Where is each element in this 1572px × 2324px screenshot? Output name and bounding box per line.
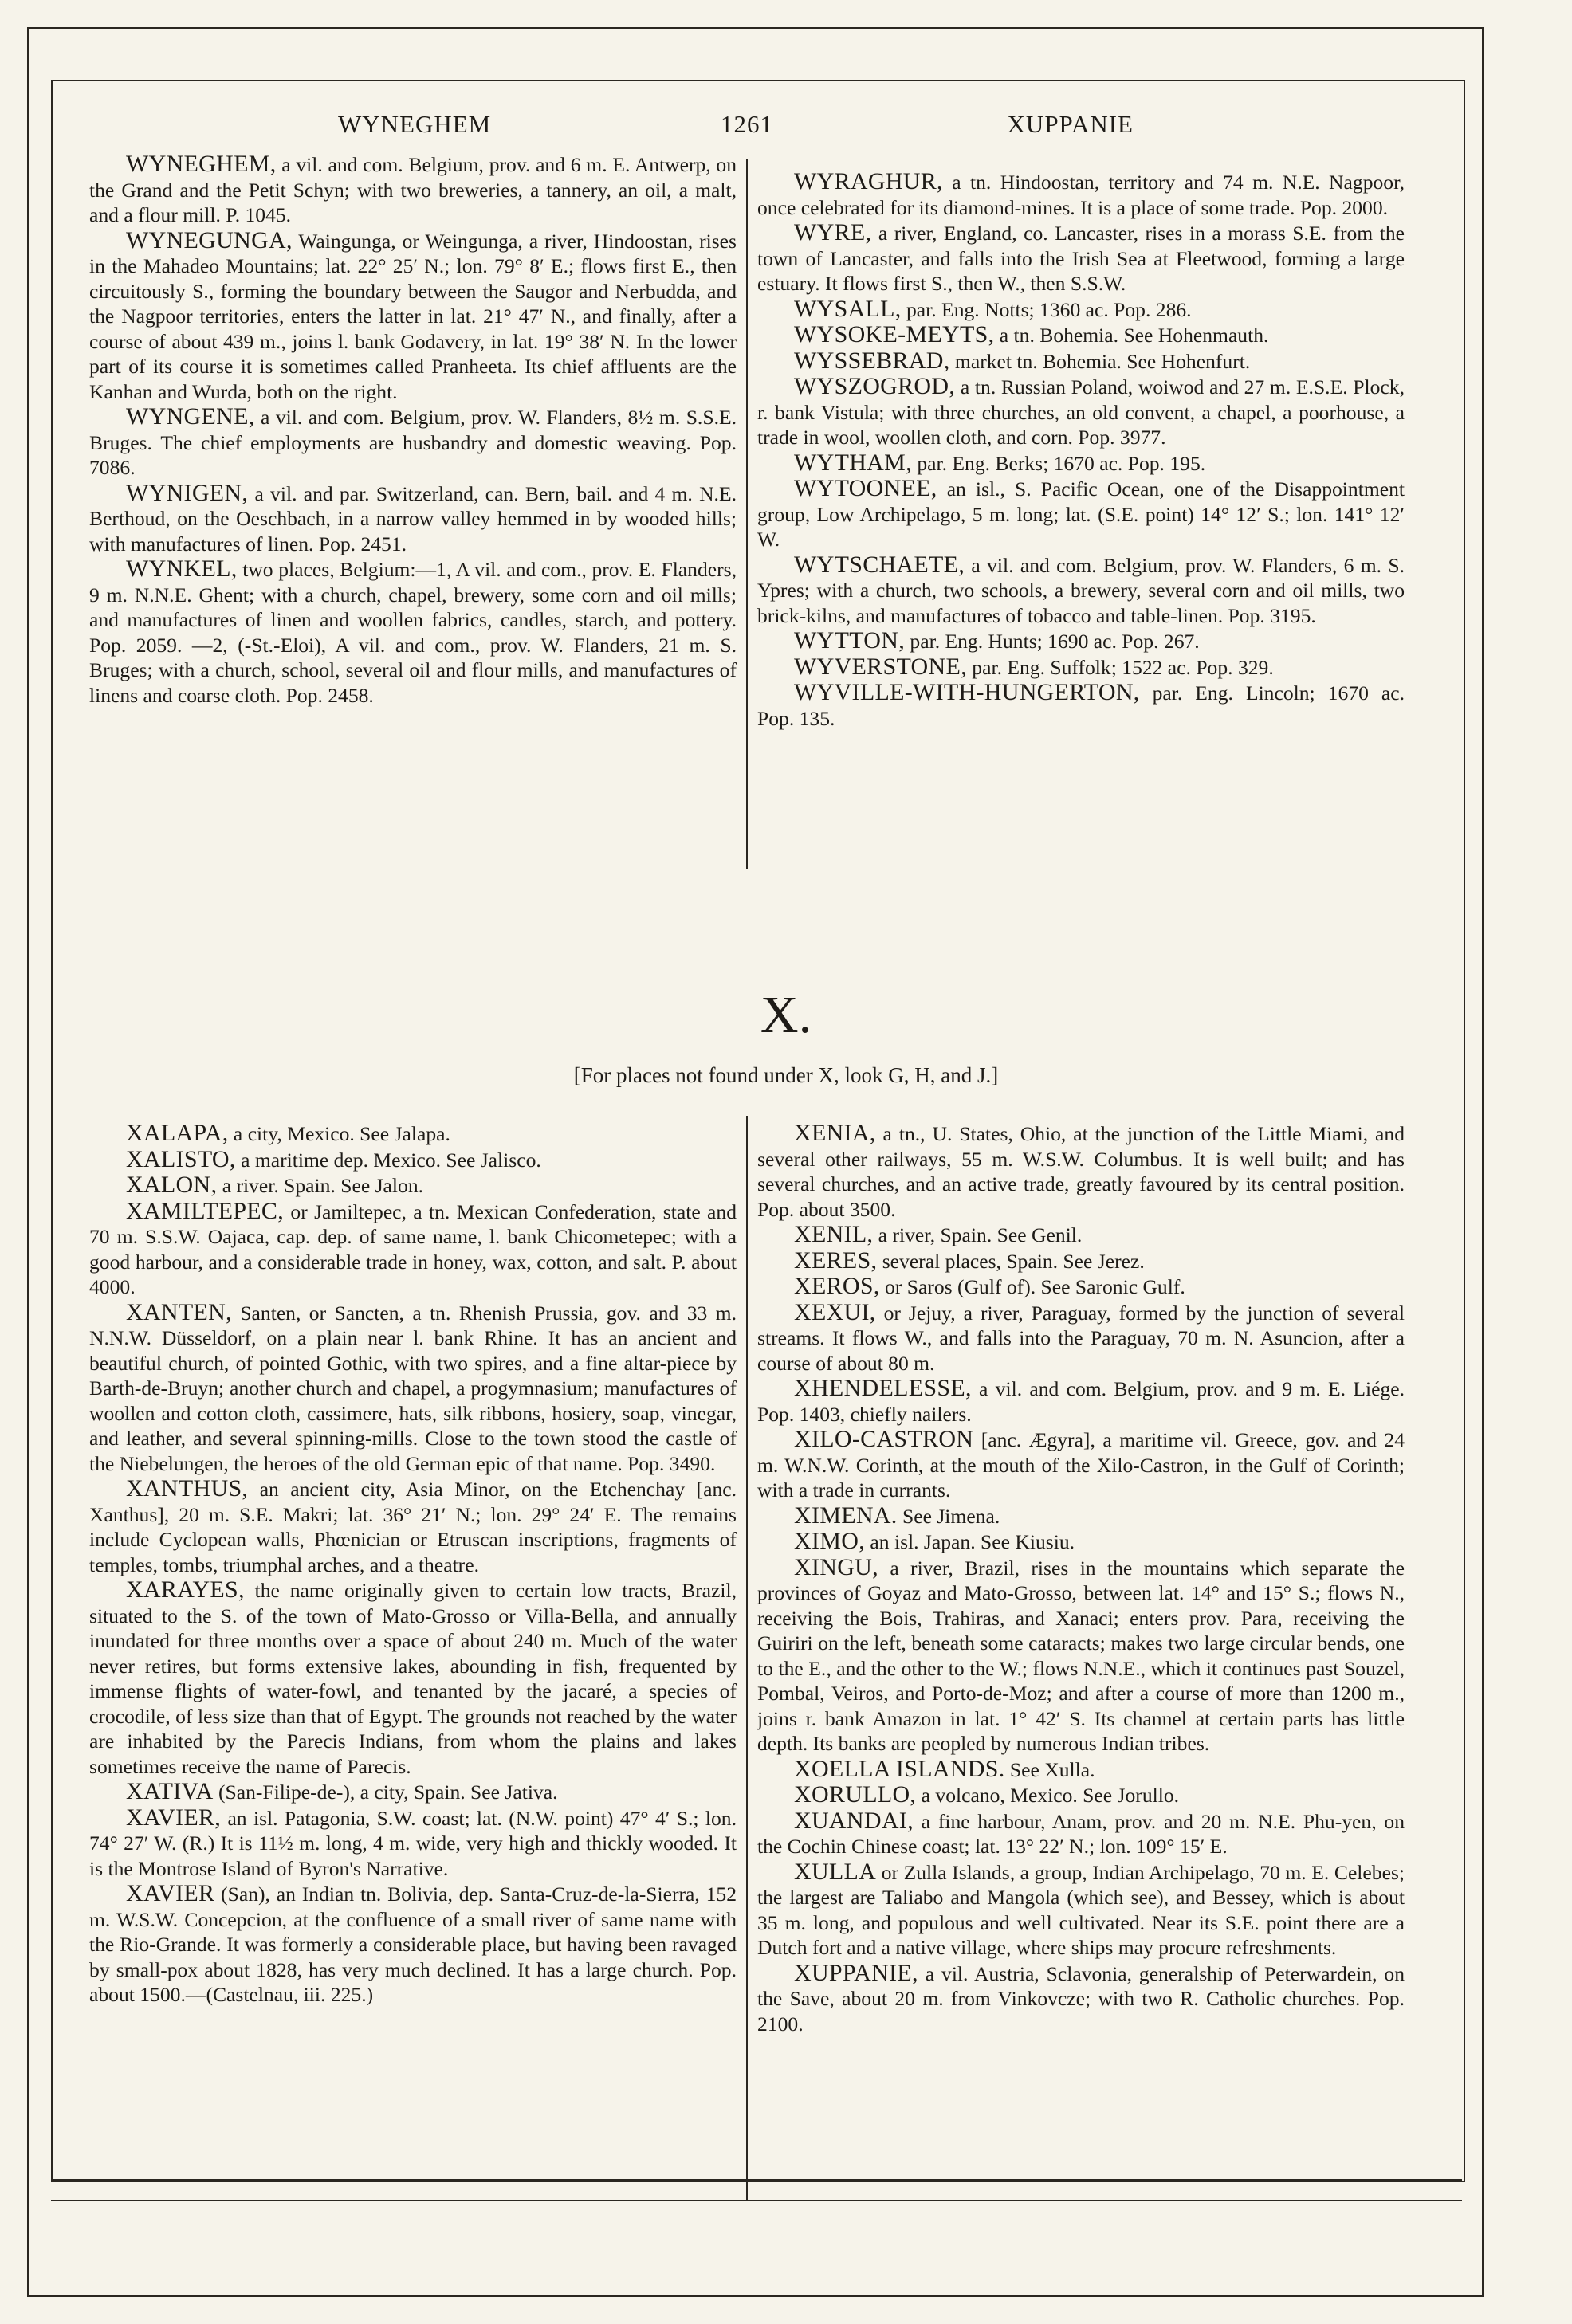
entry-text: a fine harbour, Anam, prov. and 20 m. N.E. Phu-yen, on the Cochin Chinese coast; lat. 13° 22′ N.; lon. 109° 15′ E. bbox=[757, 1809, 1405, 1858]
entry-text: par. Eng. Suffolk; 1522 ac. Pop. 329. bbox=[966, 655, 1274, 679]
entry-text: a tn. Hindoostan, territory and 74 m. N.E. Nagpoor, once celebrated for its diamond-mines. It is a place of some trade. Pop. 2000. bbox=[757, 171, 1405, 219]
section-note: [For places not found under X, look G, H, and J.] bbox=[573, 1063, 999, 1087]
entry-headword: XHENDELESSE, bbox=[794, 1375, 972, 1401]
entry-headword: WYTTON, bbox=[794, 627, 906, 654]
gazetteer-entry bbox=[757, 1121, 1405, 1222]
gazetteer-entry bbox=[757, 680, 1405, 731]
gazetteer-entry bbox=[757, 1859, 1405, 1961]
gazetteer-entry bbox=[757, 374, 1405, 450]
entry-text: (San), an Indian tn. Bolivia, dep. Santa-Cruz-de-la-Sierra, 152 m. W.S.W. Concepcion, at the confluence of a small river of same name with the Rio-Grande. It was formerly a considerable place, but having been ravaged by small-pox about 1828, has very much declined. It has a large church. Pop. about 1500.—(Castelnau, iii. 225.) bbox=[89, 1882, 737, 2006]
gazetteer-entry bbox=[757, 1782, 1405, 1808]
entry-headword: XEXUI, bbox=[794, 1298, 876, 1325]
gazetteer-entry bbox=[89, 1199, 737, 1300]
entry-headword: WYNEGUNGA, bbox=[126, 226, 293, 253]
column-bottom-left bbox=[89, 1121, 737, 2008]
entry-headword: XIMO, bbox=[794, 1528, 865, 1554]
entry-headword: WYNIGEN, bbox=[126, 479, 249, 506]
entry-text: a river, Brazil, rises in the mountains which separate the provinces of Goyaz and Mato-Grosso, between lat. 14° and 15° S.; flows N., receiving the Bois, Trahiras, and Xanaci; enters prov. Para, receiving the Guiriri on the left, beneath some cataracts; makes two large circular bends, one to the E., and the other to the W.; flows N.N.E., which it continues past Souzel, Pombal, Veiros, and Porto-de-Moz; and after a course of more than 1200 m., joins r. bank Amazon in lat. 1° 42′ S. Its channel at certain parts has little depth. Its banks are peopled by numerous Indian tribes. bbox=[757, 1556, 1405, 1755]
entry-headword: XATIVA bbox=[126, 1778, 214, 1804]
entry-headword: XUPPANIE, bbox=[794, 1959, 918, 1986]
entry-text: See Xulla. bbox=[1004, 1757, 1095, 1781]
entry-text: the name originally given to certain low tracts, Brazil, situated to the S. of the town of Mato-Grosso or Villa-Bella, and annually inundated for three months over a space of about 240 m. Much of the water never retires, but forms extensive lakes, abounding in fish, frequented by immense flights of water-fowl, and tenanted by the jacaré, a species of crocodile, of less size than that of Egypt. The grounds not reached by the water are inhabited by the Parecis Indians, from whom the plains and lakes sometimes receive the name of Parecis. bbox=[89, 1579, 737, 1778]
gazetteer-entry bbox=[757, 169, 1405, 220]
entry-text: (San-Filipe-de-), a city, Spain. See Jativa. bbox=[213, 1780, 558, 1804]
footer-rule-2 bbox=[51, 2200, 1462, 2201]
entry-text: a vil. and par. Switzerland, can. Bern, bail. and 4 m. N.E. Berthoud, on the Oeschbach, in a narrow valley hemmed in by wooded hills; with manufactures of linen. Pop. 2451. bbox=[89, 481, 737, 555]
entry-headword: XENIL, bbox=[794, 1221, 874, 1247]
gazetteer-entry bbox=[757, 1274, 1405, 1300]
gazetteer-entry bbox=[89, 1577, 737, 1779]
entry-headword: XALON, bbox=[126, 1172, 218, 1198]
entry-headword: XALAPA, bbox=[126, 1120, 229, 1146]
section-letter: X. bbox=[760, 986, 812, 1044]
column-divider-bottom bbox=[746, 1116, 748, 2200]
entry-headword: XERES, bbox=[794, 1246, 878, 1274]
gazetteer-entry bbox=[89, 1805, 737, 1882]
column-bottom-right bbox=[757, 1121, 1405, 2036]
entry-headword: XULLA bbox=[794, 1858, 877, 1885]
entry-headword: WYSZOGROD, bbox=[794, 373, 956, 399]
entry-text: par. Eng. Notts; 1360 ac. Pop. 286. bbox=[901, 297, 1192, 321]
gazetteer-entry bbox=[89, 1476, 737, 1577]
entry-text: market tn. Bohemia. See Hohenfurt. bbox=[949, 349, 1251, 373]
entry-text: Santen, or Sancten, a tn. Rhenish Prussia, gov. and 33 m. N.N.W. Düsseldorf, on a plain near l. bank Rhine. It has an ancient and beautiful church, of pointed Gothic, with two spires, and a fine altar-piece by Barth-de-Bruyn; another church and chapel, a progymnasium; manufactures of woollen and cotton cloth, cassimere, hats, silk ribbons, hosiery, soap, vinegar, and leather, and several spinning-mills. Close to the town stood the castle of the Niebelungen, the heroes of the old German epic of that name. Pop. 3490. bbox=[89, 1301, 737, 1475]
entry-headword: XUANDAI, bbox=[794, 1807, 914, 1834]
entry-text: an isl., S. Pacific Ocean, one of the Disappointment group, Low Archipelago, 5 m. long; lat. (S.E. point) 14° 12′ S.; lon. 141° 12′ W. bbox=[757, 477, 1405, 551]
entry-headword: WYRAGHUR, bbox=[794, 168, 943, 194]
entry-text: two places, Belgium:—1, A vil. and com., prov. E. Flanders, 9 m. N.N.E. Ghent; with a church, chapel, brewery, some corn and oil mills; and manufactures of linen and woollen fabrics, candles, starch, and pottery. Pop. 2059. —2, (-St.-Eloi), A vil. and com., prov. W. Flanders, 21 m. S. Bruges; with a church, school, several oil and flour mills, and manufactures of linens and coarse cloth. Pop. 2458. bbox=[89, 558, 737, 707]
entry-text: or Zulla Islands, a group, Indian Archipelago, 70 m. E. Celebes; the largest are Taliabo and Mangola (which see), and Bessey, which is about 35 m. long, and populous and well cultivated. Near its S.E. point there are a Dutch fort and a native village, where ships may procure refreshments. bbox=[757, 1860, 1405, 1959]
entry-text: See Jimena. bbox=[897, 1504, 1000, 1528]
gazetteer-entry bbox=[757, 1427, 1405, 1503]
gazetteer-entry bbox=[757, 1961, 1405, 2037]
entry-headword: WYSOKE-MEYTS, bbox=[794, 321, 995, 347]
entry-headword: WYTSCHAETE, bbox=[794, 551, 965, 578]
entry-headword: WYNEGHEM, bbox=[126, 151, 277, 177]
gazetteer-entry bbox=[757, 1376, 1405, 1427]
gazetteer-entry bbox=[89, 1172, 737, 1199]
entry-headword: XARAYES, bbox=[126, 1576, 245, 1603]
gazetteer-entry bbox=[89, 404, 737, 481]
entry-headword: XORULLO, bbox=[794, 1781, 917, 1808]
gazetteer-entry bbox=[757, 1300, 1405, 1376]
gazetteer-entry bbox=[757, 1503, 1405, 1529]
gazetteer-entry bbox=[89, 1300, 737, 1477]
entry-text: or Jamiltepec, a tn. Mexican Confederation, state and 70 m. S.S.W. Oajaca, cap. dep. of same name, l. bank Chicometepec; with a good harbour, and a considerable trade in honey, wax, cotton, and salt. P. about 4000. bbox=[89, 1199, 737, 1298]
column-top-right bbox=[757, 169, 1405, 731]
gazetteer-entry bbox=[757, 628, 1405, 654]
entry-text: [anc. Ægyra], a maritime vil. Greece, gov. and 24 m. W.N.W. Corinth, at the mouth of the Xilo-Castron, in the Gulf of Corinth; with a trade in currants. bbox=[757, 1428, 1405, 1502]
running-head-right: XUPPANIE bbox=[1007, 110, 1134, 138]
entry-headword: WYNKEL, bbox=[126, 555, 238, 582]
column-top-left bbox=[89, 151, 737, 708]
entry-headword: WYNGENE, bbox=[126, 403, 255, 430]
entry-headword: XENIA, bbox=[794, 1120, 876, 1146]
entry-headword: XAVIER bbox=[126, 1880, 215, 1906]
entry-headword: XILO-CASTRON bbox=[794, 1426, 974, 1452]
gazetteer-entry bbox=[89, 1881, 737, 2008]
entry-headword: WYSSEBRAD, bbox=[794, 347, 950, 374]
gazetteer-entry bbox=[89, 1147, 737, 1173]
entry-text: a city, Mexico. See Jalapa. bbox=[228, 1122, 450, 1145]
gazetteer-entry bbox=[757, 1248, 1405, 1274]
entry-text: par. Eng. Lincoln; 1670 ac. Pop. 135. bbox=[757, 681, 1405, 730]
entry-headword: WYSALL, bbox=[794, 295, 902, 322]
gazetteer-entry bbox=[757, 296, 1405, 323]
gazetteer-entry bbox=[757, 1529, 1405, 1555]
entry-headword: WYVILLE-WITH-HUNGERTON, bbox=[794, 679, 1140, 705]
entry-text: a vil. and com. Belgium, prov. and 6 m. E. Antwerp, on the Grand and the Petit Schyn; with two breweries, a tannery, an oil, a malt, and a flour mill. P. 1045. bbox=[89, 153, 737, 226]
entry-text: a river. Spain. See Jalon. bbox=[217, 1174, 424, 1197]
entry-text: or Jejuy, a river, Paraguay, formed by the junction of several streams. It flows W., and falls into the Paraguay, 70 m. N. Asuncion, after a course of about 80 m. bbox=[757, 1301, 1405, 1375]
gazetteer-entry bbox=[89, 556, 737, 708]
entry-headword: XAMILTEPEC, bbox=[126, 1197, 285, 1224]
entry-headword: WYRE, bbox=[794, 219, 872, 245]
gazetteer-entry bbox=[757, 220, 1405, 296]
gazetteer-entry bbox=[757, 1757, 1405, 1783]
gazetteer-entry bbox=[89, 228, 737, 405]
entry-text: a river, England, co. Lancaster, rises in a morass S.E. from the town of Lancaster, and falls into the Irish Sea at Fleetwood, forming a large estuary. It flows first S., then W., then S.S.W. bbox=[757, 222, 1405, 295]
gazetteer-entry bbox=[757, 476, 1405, 552]
entry-headword: XANTHUS, bbox=[126, 1475, 249, 1502]
entry-text: a tn. Russian Poland, woiwod and 27 m. E.S.E. Plock, r. bank Vistula; with three churches, an old convent, a chapel, a poorhouse, a trade in wool, woollen cloth, and corn. Pop. 3977. bbox=[757, 375, 1405, 449]
entry-text: a tn., U. States, Ohio, at the junction of the Little Miami, and several other railways, 55 m. W.S.W. Columbus. It is well built; and has several churches, and an active trade, greatly favoured by its central position. Pop. about 3500. bbox=[757, 1122, 1405, 1221]
entry-text: a vil. and com. Belgium, prov. and 9 m. E. Liége. Pop. 1403, chiefly nailers. bbox=[757, 1377, 1405, 1426]
entry-text: a tn. Bohemia. See Hohenmauth. bbox=[994, 324, 1269, 347]
entry-text: a vil. and com. Belgium, prov. W. Flanders, 8½ m. S.S.E. Bruges. The chief employments are husbandry and domestic weaving. Pop. 7086. bbox=[89, 406, 737, 479]
gazetteer-entry bbox=[757, 1555, 1405, 1757]
entry-text: a vil. and com. Belgium, prov. W. Flanders, 6 m. S. Ypres; with a church, two schools, a brewery, several corn and oil mills, two brick-kilns, and manufactures of tobacco and table-linen. Pop. 3195. bbox=[757, 553, 1405, 627]
gazetteer-entry bbox=[89, 1779, 737, 1805]
entry-headword: XINGU, bbox=[794, 1553, 878, 1580]
column-divider-top bbox=[746, 159, 748, 869]
gazetteer-entry bbox=[757, 450, 1405, 477]
entry-text: or Saros (Gulf of). See Saronic Gulf. bbox=[879, 1275, 1185, 1298]
gazetteer-entry bbox=[757, 348, 1405, 375]
gazetteer-entry bbox=[89, 151, 737, 228]
entry-headword: XIMENA. bbox=[794, 1502, 898, 1529]
gazetteer-entry bbox=[89, 1121, 737, 1147]
entry-headword: XOELLA ISLANDS. bbox=[794, 1755, 1005, 1782]
entry-headword: XANTEN, bbox=[126, 1298, 232, 1325]
gazetteer-entry bbox=[757, 1808, 1405, 1859]
entry-text: Waingunga, or Weingunga, a river, Hindoostan, rises in the Mahadeo Mountains; lat. 22° 25′ N.; lon. 79° 8′ E.; flows first E., then circuitously S., forming the boundary between the Saugor and Nerbudda, and the Nagpoor territories, enters the latter in lat. 21° 47′ N., and finally, after a course of about 439 m., joins l. bank Godavery, in lat. 19° 38′ N. In the lower part of its course it is sometimes called Pranheeta. Its chief affluents are the Kanhan and Wurda, both on the right. bbox=[89, 229, 737, 403]
gazetteer-entry bbox=[89, 481, 737, 557]
gazetteer-entry bbox=[757, 322, 1405, 348]
footer-rule-1 bbox=[51, 2179, 1462, 2181]
entry-headword: WYVERSTONE, bbox=[794, 653, 967, 680]
gazetteer-entry bbox=[757, 552, 1405, 629]
entry-text: a maritime dep. Mexico. See Jalisco. bbox=[235, 1148, 541, 1172]
entry-text: an isl. Patagonia, S.W. coast; lat. (N.W. point) 47° 4′ S.; lon. 74° 27′ W. (R.) It is 11½ m. long, 4 m. wide, very high and thickly wooded. It is the Montrose Island of Byron's Narrative. bbox=[89, 1806, 737, 1880]
entry-headword: XAVIER, bbox=[126, 1804, 222, 1831]
entry-text: a volcano, Mexico. See Jorullo. bbox=[916, 1784, 1180, 1807]
entry-headword: WYTHAM, bbox=[794, 449, 912, 476]
entry-headword: XEROS, bbox=[794, 1273, 880, 1299]
entry-headword: WYTOONEE, bbox=[794, 475, 937, 501]
entry-text: a river, Spain. See Genil. bbox=[873, 1223, 1083, 1246]
entry-headword: XALISTO, bbox=[126, 1145, 236, 1172]
entry-text: several places, Spain. See Jerez. bbox=[877, 1249, 1145, 1273]
entry-text: an isl. Japan. See Kiusiu. bbox=[865, 1530, 1075, 1553]
page-number: 1261 bbox=[721, 110, 773, 138]
entry-text: par. Eng. Hunts; 1690 ac. Pop. 267. bbox=[905, 630, 1200, 653]
gazetteer-entry bbox=[757, 1222, 1405, 1248]
running-head-left: WYNEGHEM bbox=[338, 110, 492, 138]
entry-text: a vil. Austria, Sclavonia, generalship of Peterwardein, on the Save, about 20 m. from Vinkovcze; with two R. Catholic churches. Pop. 2100. bbox=[757, 1961, 1405, 2035]
entry-text: an ancient city, Asia Minor, on the Etchenchay [anc. Xanthus], 20 m. S.E. Makri; lat. 36° 21′ N.; lon. 29° 24′ E. The remains include Cyclopean walls, Phœnician or Etruscan inscriptions, fragments of temples, tombs, triumphal arches, and a theatre. bbox=[89, 1478, 737, 1576]
running-head bbox=[51, 110, 1462, 150]
entry-text: par. Eng. Berks; 1670 ac. Pop. 195. bbox=[911, 451, 1206, 475]
gazetteer-entry bbox=[757, 654, 1405, 681]
